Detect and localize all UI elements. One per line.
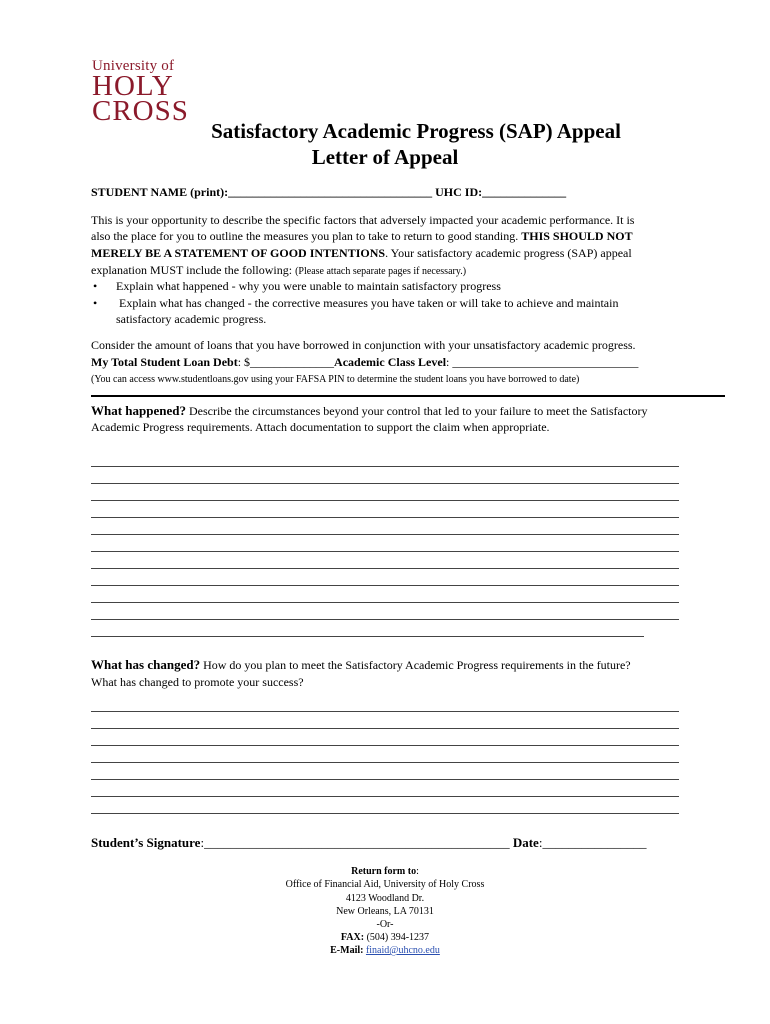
class-level-label: Academic Class Level — [334, 355, 447, 369]
signature-line — [91, 835, 646, 851]
what-happened-text-1: Describe the circumstances beyond your control that led to your failure to meet the Satisfactory — [186, 404, 648, 418]
date-label: Date — [509, 835, 539, 850]
document-subtitle: Letter of Appeal — [311, 145, 459, 169]
return-or: -Or- — [376, 919, 394, 930]
answer-line[interactable] — [91, 517, 679, 518]
answer-line[interactable] — [91, 568, 679, 569]
email-link[interactable]: finaid@uhcno.edu — [365, 945, 440, 956]
signature-field[interactable]: :_______________________________________________ — [200, 835, 510, 850]
what-happened-text-2: Academic Progress requirements. Attach documentation to support the claim when appropriate. — [91, 420, 550, 434]
fax-number: (504) 394-1237 — [364, 932, 430, 943]
logo-line1: University of — [92, 58, 175, 74]
student-info-line — [91, 184, 566, 200]
return-office: Office of Financial Aid, University of Holy Cross — [285, 879, 485, 890]
loans-consider: Consider the amount of loans that you have borrowed in conjunction with your unsatisfactory academic progress. — [91, 338, 636, 352]
bullet-item-1: Explain what happened - why you were unable to maintain satisfactory progress — [116, 279, 501, 293]
debt-label: My Total Student Loan Debt — [91, 355, 238, 369]
what-changed-line-1 — [91, 657, 631, 673]
class-level-tail: ______ — [602, 355, 639, 369]
what-happened-heading: What happened? — [91, 403, 186, 418]
bullet-item-2-cont: satisfactory academic progress. — [116, 312, 267, 326]
logo-line2: HOLY — [92, 70, 174, 102]
answer-line[interactable] — [91, 585, 679, 586]
what-changed-text-1: How do you plan to meet the Satisfactory Academic Progress requirements in the future? — [200, 658, 631, 672]
answer-line[interactable] — [91, 711, 679, 712]
student-name-field[interactable]: __________________________________ — [228, 185, 433, 199]
university-logo — [92, 58, 190, 127]
intro-line-1: This is your opportunity to describe the specific factors that adversely impacted your academic performance. It is — [91, 213, 635, 227]
answer-line[interactable] — [91, 796, 679, 797]
bullet-dot: • — [93, 279, 98, 293]
answer-line[interactable] — [91, 745, 679, 746]
logo-line3: CROSS — [92, 95, 189, 127]
answer-line[interactable] — [91, 779, 679, 780]
return-label: Return form to — [351, 866, 417, 877]
intro-line-4-text: explanation MUST include the following: — [91, 263, 293, 277]
return-city: New Orleans, LA 70131 — [336, 906, 434, 917]
section-divider — [91, 395, 725, 397]
answer-line[interactable] — [91, 534, 679, 535]
answer-line[interactable] — [91, 551, 679, 552]
answer-line[interactable] — [91, 636, 644, 637]
what-changed-heading: What has changed? — [91, 657, 201, 672]
answer-line[interactable] — [91, 813, 679, 814]
loan-debt-line — [91, 354, 638, 370]
what-changed-text-2: What has changed to promote your success? — [91, 675, 304, 689]
answer-line[interactable] — [91, 500, 679, 501]
date-field[interactable]: :________________ — [538, 835, 647, 850]
answer-line[interactable] — [91, 466, 679, 467]
intro-bold-b: MERELY BE A STATEMENT OF GOOD INTENTIONS — [91, 246, 386, 260]
answer-line[interactable] — [91, 762, 679, 763]
intro-line-2-text: also the place for you to outline the measures you plan to take to return to good standing. — [91, 229, 519, 243]
uhc-id-field[interactable]: ______________ — [482, 185, 567, 199]
answer-line[interactable] — [91, 728, 679, 729]
answer-line[interactable] — [91, 619, 679, 620]
fax-label: FAX: — [340, 932, 365, 943]
intro-line-3-rest: . Your satisfactory academic progress (SAP) appeal — [385, 246, 632, 260]
intro-line-4-note: (Please attach separate pages if necessary.) — [295, 266, 467, 277]
debt-field[interactable]: : $______________ — [237, 355, 335, 369]
signature-label: Student’s Signature — [91, 835, 201, 850]
email-label: E-Mail: — [330, 945, 364, 956]
class-level-field[interactable]: : _________________________ — [446, 355, 603, 369]
what-happened-line-1 — [91, 403, 648, 419]
intro-bold-a: THIS SHOULD NOT — [521, 229, 633, 243]
return-label-line — [0, 865, 770, 878]
intro-line-2 — [91, 228, 633, 244]
answer-line[interactable] — [91, 602, 679, 603]
uhc-id-label: UHC ID: — [435, 185, 483, 199]
return-street: 4123 Woodland Dr. — [345, 893, 425, 904]
bullet-item-2: Explain what has changed - the corrective measures you have taken or will take to achieve and maintain — [119, 296, 619, 310]
loans-note: (You can access www.studentloans.gov using your FAFSA PIN to determine the student loans you have borrowed to date) — [91, 374, 580, 385]
return-colon: : — [416, 866, 419, 877]
bullet-dot: • — [93, 296, 98, 310]
answer-line[interactable] — [91, 483, 679, 484]
return-email-line — [0, 944, 770, 957]
intro-line-3 — [91, 245, 632, 261]
document-title: Satisfactory Academic Progress (SAP) Appeal — [211, 119, 621, 143]
return-fax-line — [0, 931, 770, 944]
student-name-label: STUDENT NAME (print): — [91, 185, 229, 199]
